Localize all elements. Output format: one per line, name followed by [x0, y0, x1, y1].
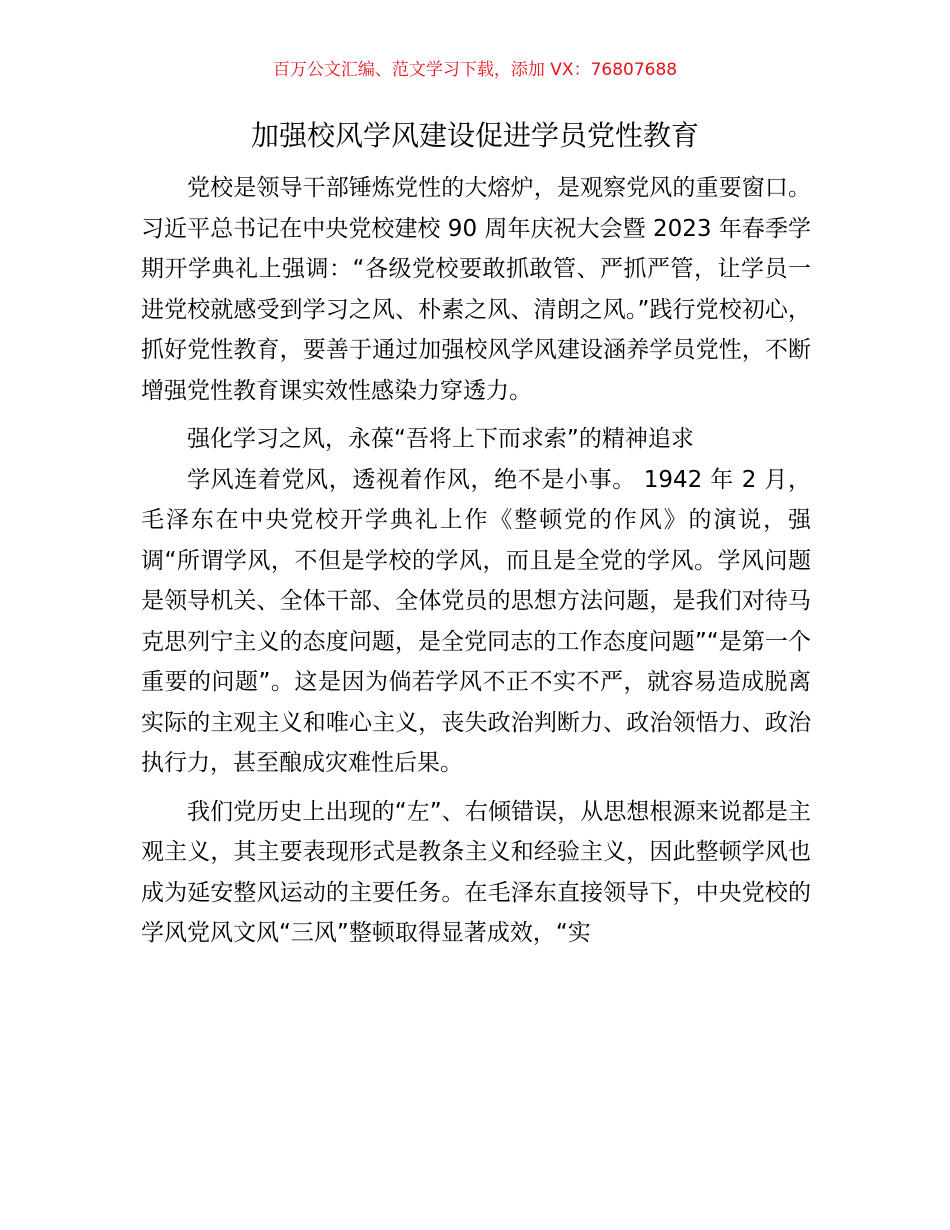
paragraph-history: 我们党历史上出现的“左”、右倾错误，从思想根源来说都是主观主义，其主要表现形式是教条主义和经验主义，因此整顿学风也成为延安整风运动的主要任务。在毛泽东直接领导下，中央党校的学风党风文风“三风”整顿取得显著成效，“实 — [141, 798, 811, 946]
paragraph-study-style: 学风连着党风，透视着作风，绝不是小事。 1942 年 2 月，毛泽东在中央党校开学典礼上作《整顿党的作风》的演说，强调“所谓学风，不但是学校的学风，而且是全党的学风。学风问题是领导机关、全体干部、全体党员的思想方法问题，是我们对待马克思列宁主义的态度问题，是全党同志的工作态度问题”“是第一个重要的问题”。这是因为倘若学风不正不实不严，就容易造成脱离实际的主观主义和唯心主义，丧失政治判断力、政治领悟力、政治执行力，甚至酿成灾难性后果。 — [141, 466, 811, 776]
promo-header: 百万公文汇编、范文学习下载，添加 VX：76807688 — [272, 60, 678, 80]
document-title: 加强校风学风建设促进学员党性教育 — [250, 119, 699, 152]
paragraph-intro: 党校是领导干部锤炼党性的大熔炉，是观察党风的重要窗口。习近平总书记在中央党校建校 90 周年庆祝大会暨 2023 年春季学期开学典礼上强调：“各级党校要敢抓敢管、严抓严管，让学员一进党校就感受到学习之风、朴素之风、清朗之风。”践行党校初心，抓好党性教育，要善于通过加强校风学风建设涵养学员党性，不断增强党性教育课实效性感染力穿透力。 — [141, 175, 811, 404]
document-body — [141, 168, 811, 954]
section-heading: 强化学习之风，永葆“吾将上下而求索”的精神追求 — [187, 426, 694, 452]
